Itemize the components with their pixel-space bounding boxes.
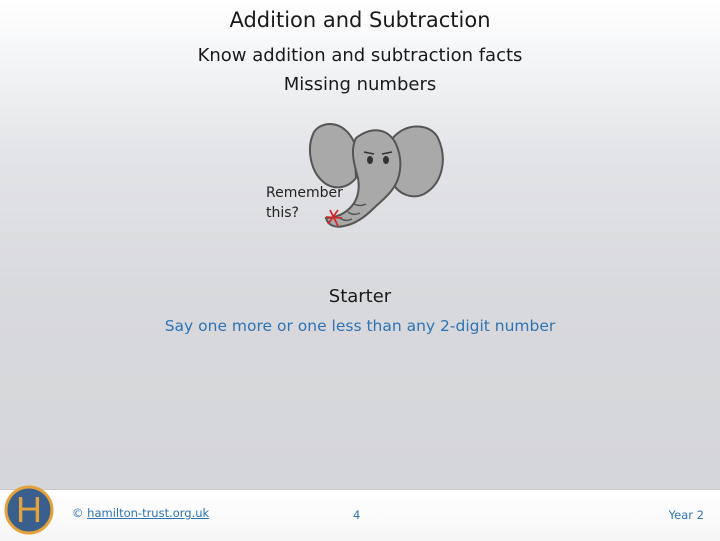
logo-letter: H (16, 489, 42, 530)
slide-title: Addition and Subtraction (229, 8, 491, 32)
copyright-notice (72, 506, 209, 520)
hamilton-logo-icon (4, 482, 54, 538)
starter-heading: Starter (328, 286, 392, 307)
page-number: 4 (353, 508, 361, 522)
starter-instruction: Say one more or one less than any 2-digit number (164, 317, 556, 335)
subtitle-line-2: Missing numbers (283, 74, 437, 95)
year-label: Year 2 (668, 508, 704, 522)
hamilton-trust-link[interactable]: hamilton-trust.org.uk (87, 506, 210, 520)
image-caption (266, 183, 356, 223)
caption-line-1: Remember (266, 185, 343, 201)
subtitle-line-1: Know addition and subtraction facts (197, 45, 523, 66)
slide-subtitle (0, 41, 720, 99)
copyright-symbol: © (72, 506, 84, 520)
caption-line-2: this? (266, 205, 299, 221)
